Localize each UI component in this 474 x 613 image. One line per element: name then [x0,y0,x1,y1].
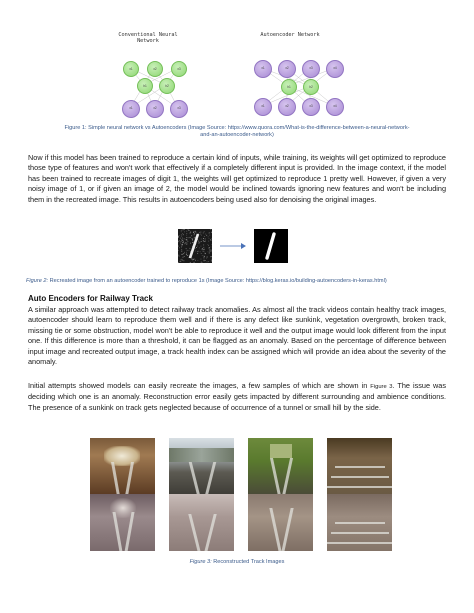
arrow-icon [218,241,248,251]
track-image [90,438,155,495]
left-hidden-node: h2 [159,78,175,94]
figure-2-caption-text: Recreated image from an autoencoder trained to reproduce 1s (Image Source: https://blog.keras.io/building-autoencoders-in-keras.html) [48,278,387,284]
figure-2 [178,229,288,265]
figure-3-reference: Figure 3 [370,384,393,390]
reconstructed-digit-image [254,229,288,263]
right-input-node: x4 [326,60,344,78]
figure-2-caption [26,278,448,285]
right-output-node: x3 [302,98,320,116]
conventional-nn-title: Conventional Neural Network [118,32,178,44]
figure-3-label: Figure 3: [189,559,212,565]
paragraph-2: A similar approach was attempted to detect railway track anomalies. As almost all the track videos contain healthy track images, autoencoder should learn to reproduce them well and if there is any defect like sunkink, vegetation overgrowth, broken track, missing tie or some obstruction, model won't be able to reproduce it well and the output image would look different from the input one. If this difference is more than a threshold, it can be flagged as an anomaly. Based on the percentage of difference between input image and recreated output image, a track health index can be assigned which will provide an idea about the severity of the anomaly. [28,305,446,367]
track-image [248,494,313,551]
paragraph-3-text-a: Initial attempts showed models can easily recreate the images, a few samples of which are shown in [28,381,371,390]
right-input-node: x2 [278,60,296,78]
paragraph-3-text-b: . The issue was deciding which one is an anomaly. Reconstruction error easily gets impacted by different surrounding and ambience conditions. The presence of a sunkink on track gets neglected because of occurrence of a tunnel or small hill by the side. [28,381,447,412]
section-heading: Auto Encoders for Railway Track [28,294,153,303]
right-input-node: x3 [302,60,320,78]
left-output-node: x3 [170,100,188,118]
left-output-node: x2 [146,100,164,118]
track-image [90,494,155,551]
left-output-node: x1 [122,100,140,118]
track-image [327,494,392,551]
left-input-node: x2 [147,61,163,77]
track-image [169,494,234,551]
left-input-node: x1 [123,61,139,77]
right-input-node: x1 [254,60,272,78]
autoencoder-title: Autoencoder Network [260,32,320,38]
figure-3-caption [137,559,337,566]
track-image [327,438,392,495]
figure-1 [110,30,360,120]
left-hidden-node: h1 [137,78,153,94]
track-image [248,438,313,495]
figure-2-label: Figure 2: [26,278,49,284]
track-image [169,438,234,495]
right-hidden-node: h2 [303,79,319,95]
noisy-digit-image [178,229,212,263]
right-output-node: x2 [278,98,296,116]
left-input-node: x3 [171,61,187,77]
paragraph-3 [28,381,446,413]
figure-1-caption: Figure 1: Simple neural network vs Autoencoders (Image Source: https://www.quora.com/What-is-the-difference-between-a-neural-network-and-an-autoencoder-network) [64,125,410,138]
right-output-node: x1 [254,98,272,116]
right-hidden-node: h1 [281,79,297,95]
figure-3-caption-text: Reconstructed Track Images [211,559,285,565]
right-output-node: x4 [326,98,344,116]
paragraph-1: Now if this model has been trained to reproduce a certain kind of inputs, while training, its weights will get optimized to reproduce those type of features and won't work that effectively if a completely different input is provided. In the image context, if the model has been trained to recreate images of digit 1, the weights will get optimized to reproduce 1 pretty well. However, if given a very noisy image of 1, or if given an image of 2, the model would be inclined towards ignoring new features and won't be including them in the recreated image. This results in autoencoders being used also for denoising the original images. [28,153,446,204]
